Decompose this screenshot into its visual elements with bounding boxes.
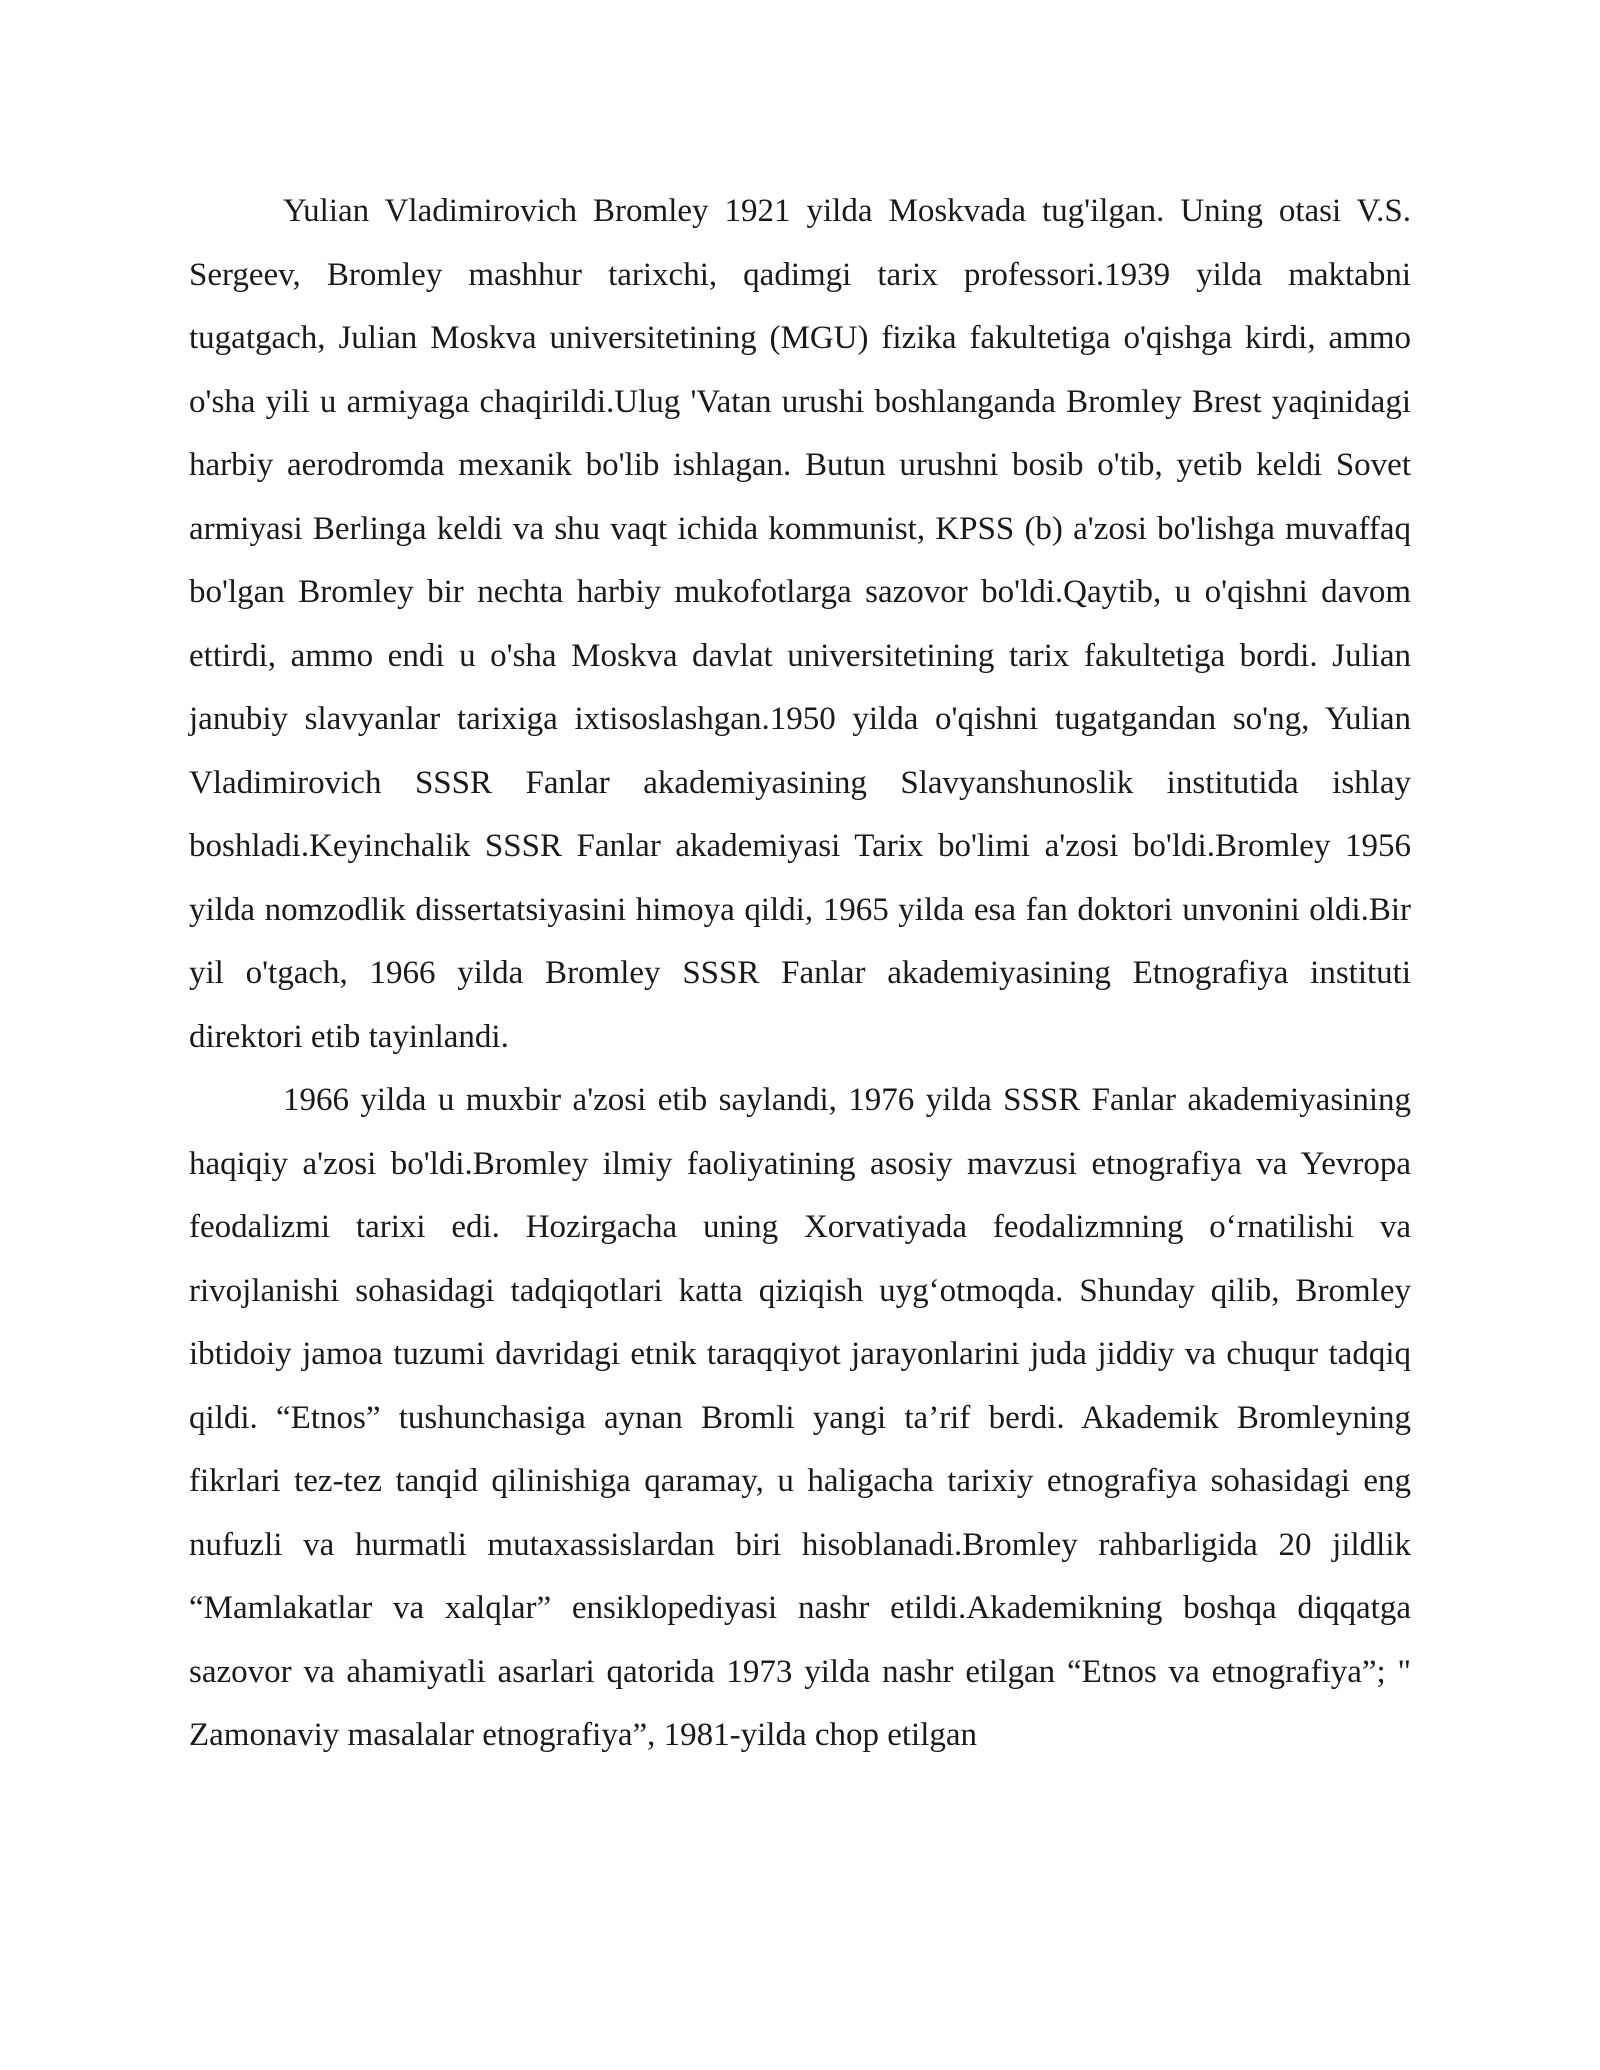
paragraph-biography: Yulian Vladimirovich Bromley 1921 yilda Moskvada tug'ilgan. Uning otasi V.S. Sergeev, Bromley mashhur tarixchi, qadimgi tarix professori.1939 yilda maktabni tugatgach, Julian Moskva universitetining (MGU) fizika fakultetiga o'qishga kirdi, ammo o'sha yili u armiyaga chaqirildi.Ulug 'Vatan urushi boshlanganda Bromley Brest yaqinidagi harbiy aerodromda mexanik bo'lib ishlagan. Butun urushni bosib o'tib, yetib keldi Sovet armiyasi Berlinga keldi va shu vaqt ichida kommunist, KPSS (b) a'zosi bo'lishga muvaffaq bo'lgan Bromley bir nechta harbiy mukofotlarga sazovor bo'ldi.Qaytib, u o'qishni davom ettirdi, ammo endi u o'sha Moskva davlat universitetining tarix fakultetiga bordi. Julian janubiy slavyanlar tarixiga ixtisoslashgan.1950 yilda o'qishni tugatgandan so'ng, Yulian Vladimirovich SSSR Fanlar akademiyasining Slavyanshunoslik institutida ishlay boshladi.Keyinchalik SSSR Fanlar akademiyasi Tarix bo'limi a'zosi bo'ldi.Bromley 1956 yilda nomzodlik dissertatsiyasini himoya qildi, 1965 yilda esa fan doktori unvonini oldi.Bir yil o'tgach, 1966 yilda Bromley SSSR Fanlar akademiyasining Etnografiya instituti direktori etib tayinlandi. [189,193,1411,1055]
paragraph-academic-career: 1966 yilda u muxbir a'zosi etib saylandi, 1976 yilda SSSR Fanlar akademiyasining haqiqiy a'zosi bo'ldi.Bromley ilmiy faoliyatining asosiy mavzusi etnografiya va Yevropa feodalizmi tarixi edi. Hozirgacha uning Xorvatiyada feodalizmning oʻrnatilishi va rivojlanishi sohasidagi tadqiqotlari katta qiziqish uygʻotmoqda. Shunday qilib, Bromley ibtidoiy jamoa tuzumi davridagi etnik taraqqiyot jarayonlarini juda jiddiy va chuqur tadqiq qildi. “Etnos” tushunchasiga aynan Bromli yangi ta’rif berdi. Akademik Bromleyning fikrlari tez-tez tanqid qilinishiga qaramay, u haligacha tarixiy etnografiya sohasidagi eng nufuzli va hurmatli mutaxassislardan biri hisoblanadi.Bromley rahbarligida 20 jildlik “Mamlakatlar va xalqlar” ensiklopediyasi nashr etildi.Akademikning boshqa diqqatga sazovor va ahamiyatli asarlari qatorida 1973 yilda nashr etilgan “Etnos va etnografiya”; " Zamonaviy masalalar etnografiya”, 1981-yilda chop etilgan [189,1082,1411,1753]
body-text [189,180,1411,1768]
